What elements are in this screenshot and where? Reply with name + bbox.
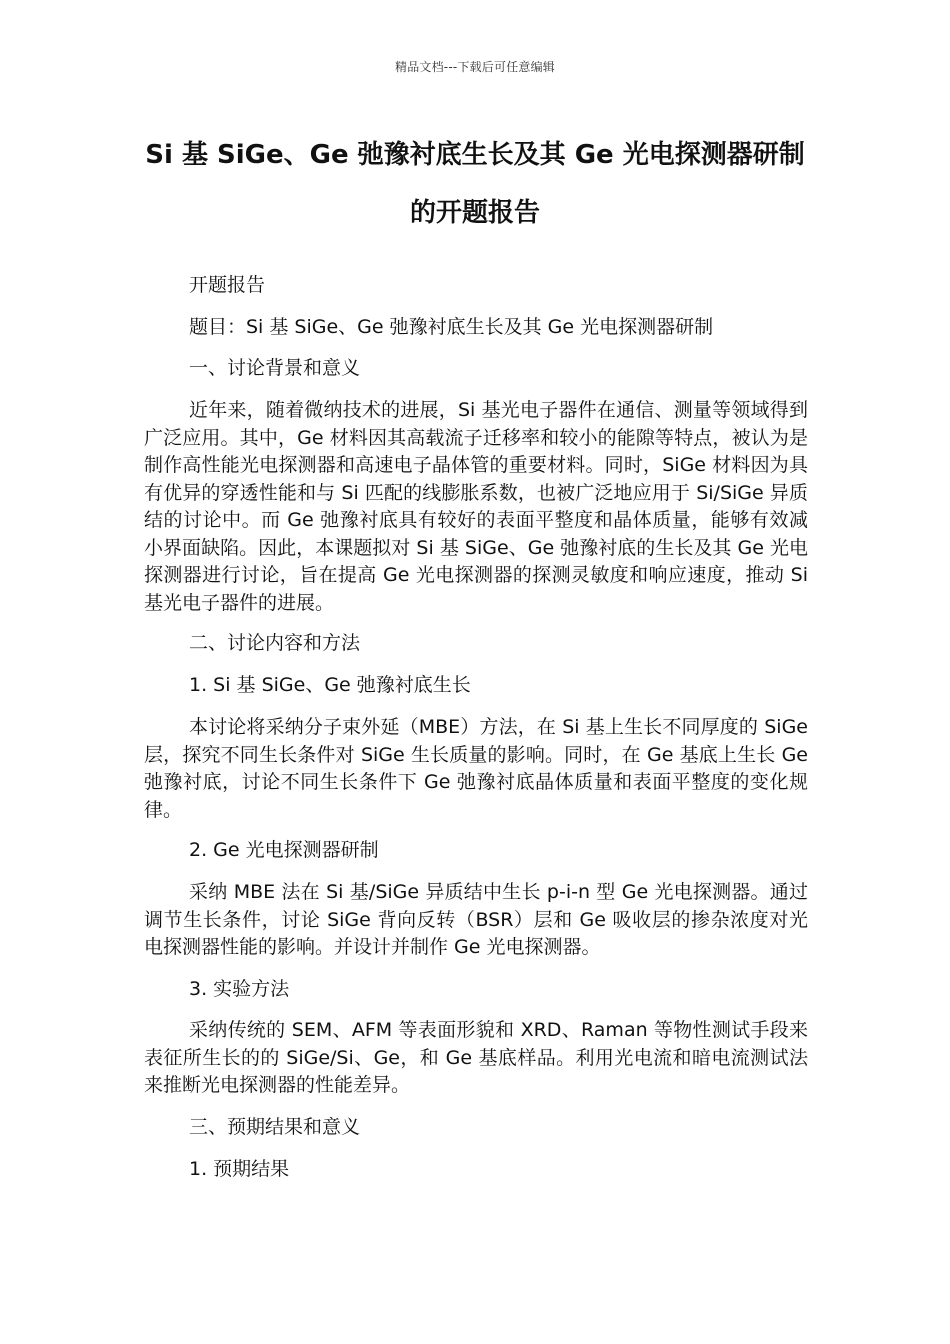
background-paragraph: 近年来，随着微纳技术的进展，Si 基光电子器件在通信、测量等领域得到广泛应用。其中，Ge 材料因其高载流子迁移率和较小的能隙等特点，被认为是制作高性能光电探测器和高速电子晶体管的重要材料。同时，SiGe 材料因为具有优异的穿透性能和与 Si 匹配的线膨胀系数，也被广泛地应用于 Si/SiGe 异质结的讨论中。而 Ge 弛豫衬底具有较好的表面平整度和晶体质量，能够有效减小界面缺陷。因此，本课题拟对 Si 基 SiGe、Ge 弛豫衬底的生长及其 Ge 光电探测器进行讨论，旨在提高 Ge 光电探测器的探测灵敏度和响应速度，推动 Si 基光电子器件的进展。 [144,399,808,614]
subheading-experimental-methods: 3. 实验方法 [189,978,290,1000]
topic-line: 题目：Si 基 SiGe、Ge 弛豫衬底生长及其 Ge 光电探测器研制 [189,316,714,338]
report-label: 开题报告 [189,274,266,296]
subheading-expected-results: 1. 预期结果 [189,1158,290,1180]
section-heading-expected-results: 三、预期结果和意义 [189,1116,361,1138]
header-note: 精品文档---下载后可任意编辑 [395,60,555,74]
section-heading-background: 一、讨论背景和意义 [189,357,361,379]
detector-fabrication-paragraph: 采纳 MBE 法在 Si 基/SiGe 异质结中生长 p-i-n 型 Ge 光电探测器。通过调节生长条件，讨论 SiGe 背向反转（BSR）层和 Ge 吸收层的掺杂浓度对光电探测器性能的影响。并设计并制作 Ge 光电探测器。 [144,881,808,958]
subheading-substrate-growth: 1. Si 基 SiGe、Ge 弛豫衬底生长 [189,674,471,696]
experimental-methods-paragraph: 采纳传统的 SEM、AFM 等表面形貌和 XRD、Raman 等物性测试手段来表征所生长的的 SiGe/Si、Ge，和 Ge 基底样品。利用光电流和暗电流测试法来推断光电探测器的性能差异。 [144,1019,808,1096]
subheading-detector-fabrication: 2. Ge 光电探测器研制 [189,839,379,861]
section-heading-content-methods: 二、讨论内容和方法 [189,632,361,654]
substrate-growth-paragraph: 本讨论将采纳分子束外延（MBE）方法，在 Si 基上生长不同厚度的 SiGe 层，探究不同生长条件对 SiGe 生长质量的影响。同时，在 Ge 基底上生长 Ge 弛豫衬底，讨论不同生长条件下 Ge 弛豫衬底晶体质量和表面平整度的变化规律。 [144,716,808,821]
document-title: Si 基 SiGe、Ge 弛豫衬底生长及其 Ge 光电探测器研制的开题报告 [145,140,805,228]
